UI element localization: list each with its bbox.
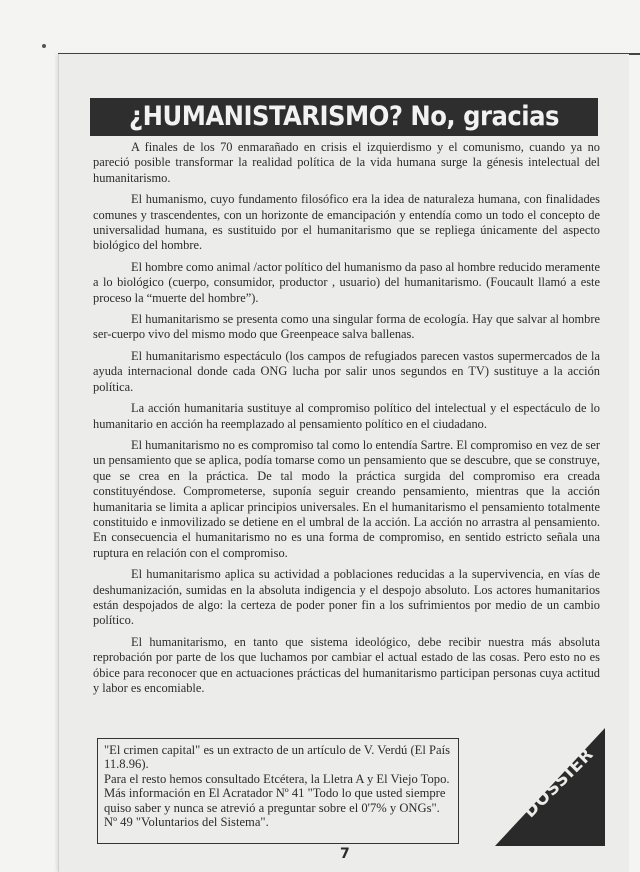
- article-body: [93, 140, 600, 702]
- paragraph: El hombre como animal /actor político del humanismo da paso al hombre reducido meramente a lo biológico (cuerpo, consumidor, productor , usuario) del humanitarismo. (Foucault llamó a este proceso la “muerte del hombre”).: [93, 259, 600, 305]
- paragraph: El humanitarismo se presenta como una singular forma de ecología. Hay que salvar al hombre ser-cuerpo vivo del mismo modo que Greenpeace salva ballenas.: [93, 312, 600, 342]
- paragraph: El humanitarismo aplica su actividad a poblaciones reducidas a la supervivencia, en vías de deshumanización, sumidas en la absoluta indigencia y el despojo absoluto. Los actores humanitarios están despojados de algo: la certeza de poder poner fin a los sufrimientos por medio de un cambio político.: [93, 567, 600, 628]
- paragraph: El humanitarismo no es compromiso tal como lo entendía Sartre. El compromiso en vez de ser un pensamiento que se aplica, podía tomarse como un pensamiento que se descubre, que se construye, que se crea en la práctica. De tal modo la práctica surgida del compromiso era creada constituyéndose. Comprometerse, suponía seguir creando pensamiento, mientras que la acción humanitaria se limita a aplicar principios universales. En el humanitarismo el pensamiento totalmente constituido e inmovilizado se detiene en el umbral de la acción. La acción no arrastra al pensamiento. En consecuencia el humanitarismo no es una forma de compromiso, en sentido estricto señala una ruptura en relación con el compromiso.: [93, 437, 600, 560]
- article-title: ¿HUMANISTARISMO? No, gracias: [90, 98, 598, 136]
- note-line: Para el resto hemos consultado Etcétera, la Lletra A y El Viejo Topo.: [104, 771, 450, 786]
- paragraph: El humanitarismo, en tanto que sistema ideológico, debe recibir nuestra más absoluta reprobación por parte de los que luchamos por cambiar el actual estado de las cosas. Pero esto no es óbice para reconocer que en actuaciones prácticas del humanitarismo participan personas cuya actitud y labor es encomiable.: [93, 634, 600, 695]
- section-tag: DOSSIER: [519, 743, 599, 823]
- page-number: 7: [340, 846, 350, 862]
- paragraph: El humanismo, cuyo fundamento filosófico era la idea de naturaleza humana, con finalidades comunes y trascendentes, con un horizonte de emancipación y entendía como un todo el concepto de universalidad humana, es sustituido por el humanitarismo que se repliega únicamente del aspecto biológico del hombre.: [93, 192, 600, 253]
- note-line: "El crimen capital" es un extracto de un artículo de V. Verdú (El País 11.8.96).: [104, 743, 451, 772]
- paragraph: A finales de los 70 enmarañado en crisis el izquierdismo y el comunismo, cuando ya no pareció posible transformar la realidad política de la vida humana surge la génesis intelectual del humanitarismo.: [93, 140, 600, 185]
- note-line: Más información en El Acratador Nº 41 "Todo lo que usted siempre quiso saber y nunca se atrevió a preguntar sobre el 0'7% y ONGs". Nº 49 "Voluntarios del Sistema".: [104, 786, 446, 830]
- sources-note-box: [97, 738, 459, 844]
- paragraph: La acción humanitaria sustituye al compromiso político del intelectual y el espectáculo de lo humanitario en acción ha reemplazado al pensamiento político en el ciudadano.: [93, 401, 600, 431]
- paragraph: El humanitarismo espectáculo (los campos de refugiados parecen vastos supermercados de la ayuda internacional donde cada ONG lucha por salir unos segundos en TV) sustituye a la acción política.: [93, 348, 600, 394]
- scan-speck: [42, 44, 46, 48]
